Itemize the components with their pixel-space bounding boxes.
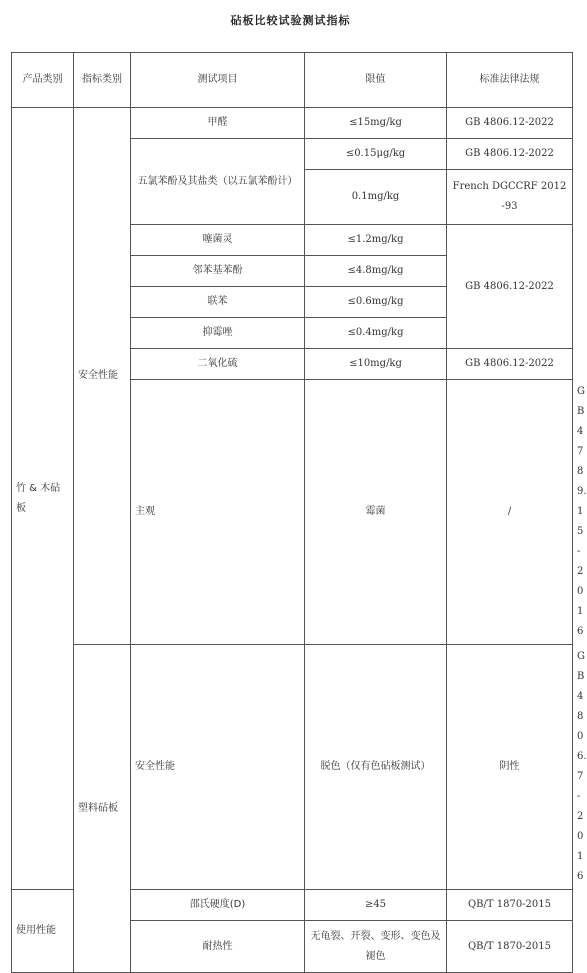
standard-heat-resistance: QB/T 1870-2015 bbox=[447, 921, 573, 973]
table-row: 主观 霉菌 / GB 4789.15-2016 bbox=[12, 380, 573, 645]
indicator-usage: 使用性能 bbox=[12, 890, 74, 973]
limit-sulfur-dioxide: ≤10mg/kg bbox=[305, 349, 447, 380]
limit-pentachlorophenol-cn: ≤0.15μg/kg bbox=[305, 139, 447, 170]
standard-shore-hardness: QB/T 1870-2015 bbox=[447, 890, 573, 921]
header-test-item: 测试项目 bbox=[131, 53, 305, 108]
limit-thiabendazole: ≤1.2mg/kg bbox=[305, 225, 447, 256]
test-item-shore-hardness: 邵氏硬度(D) bbox=[131, 890, 305, 921]
limit-formaldehyde: ≤15mg/kg bbox=[305, 108, 447, 139]
test-item-biphenyl: 联苯 bbox=[131, 287, 305, 318]
indicator-plastic-safety: 安全性能 bbox=[131, 645, 305, 890]
limit-shore-hardness: ≥45 bbox=[305, 890, 447, 921]
indicator-subjective: 主观 bbox=[131, 380, 305, 645]
limit-biphenyl: ≤0.6mg/kg bbox=[305, 287, 447, 318]
page-title: 砧板比较试验测试指标 bbox=[230, 14, 351, 27]
header-product-category: 产品类别 bbox=[12, 53, 74, 108]
limit-decolorization: 阴性 bbox=[447, 645, 573, 890]
header-row bbox=[12, 53, 573, 108]
test-item-formaldehyde: 甲醛 bbox=[131, 108, 305, 139]
limit-o-phenylphenol: ≤4.8mg/kg bbox=[305, 256, 447, 287]
table-row: 塑料砧板 安全性能 脱色（仅有色砧板测试） 阴性 GB 4806.7-2016 bbox=[12, 645, 573, 890]
limit-mold: / bbox=[447, 380, 573, 645]
test-item-decolorization: 脱色（仅有色砧板测试） bbox=[305, 645, 447, 890]
limit-imazalil: ≤0.4mg/kg bbox=[305, 318, 447, 349]
header-standard: 标准法律法规 bbox=[447, 53, 573, 108]
indicator-table bbox=[11, 52, 587, 973]
test-item-o-phenylphenol: 邻苯基苯酚 bbox=[131, 256, 305, 287]
header-limit: 限值 bbox=[305, 53, 447, 108]
limit-heat-resistance: 无龟裂、开裂、变形、变色及褪色 bbox=[305, 921, 447, 973]
standard-pentachlorophenol-cn: GB 4806.12-2022 bbox=[447, 139, 573, 170]
header-indicator-category: 指标类别 bbox=[74, 53, 131, 108]
standard-fungicides: GB 4806.12-2022 bbox=[447, 225, 573, 349]
test-item-mold: 霉菌 bbox=[305, 380, 447, 645]
limit-pentachlorophenol-fr: 0.1mg/kg bbox=[305, 170, 447, 225]
test-item-imazalil: 抑霉唑 bbox=[131, 318, 305, 349]
test-item-pentachlorophenol: 五氯苯酚及其盐类（以五氯苯酚计） bbox=[131, 139, 305, 225]
category-bamboo-wood: 竹 & 木砧板 bbox=[12, 108, 74, 890]
test-item-thiabendazole: 噻菌灵 bbox=[131, 225, 305, 256]
standard-sulfur-dioxide: GB 4806.12-2022 bbox=[447, 349, 573, 380]
indicator-safety: 安全性能 bbox=[74, 108, 131, 645]
test-item-heat-resistance: 耐热性 bbox=[131, 921, 305, 973]
standard-pentachlorophenol-fr: French DGCCRF 2012-93 bbox=[447, 170, 573, 225]
table-row bbox=[12, 108, 573, 139]
test-item-sulfur-dioxide: 二氧化硫 bbox=[131, 349, 305, 380]
standard-formaldehyde: GB 4806.12-2022 bbox=[447, 108, 573, 139]
category-plastic: 塑料砧板 bbox=[74, 645, 131, 973]
